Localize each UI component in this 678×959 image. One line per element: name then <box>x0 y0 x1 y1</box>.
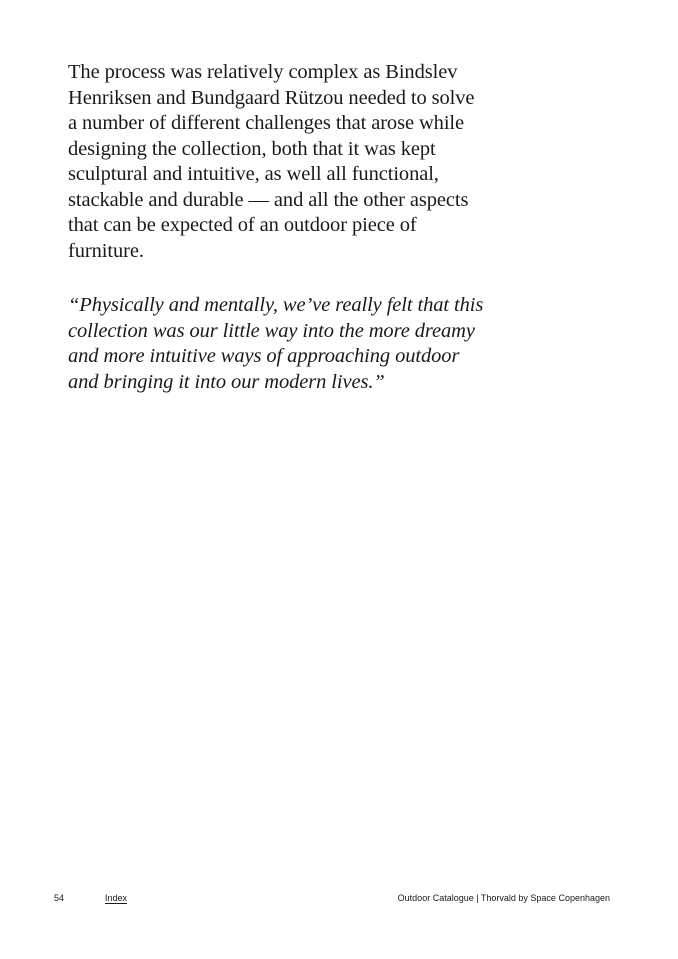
page-footer <box>54 892 610 906</box>
page-number: 54 <box>54 893 65 903</box>
running-title: Outdoor Catalogue | Thorvald by Space Copenhagen <box>397 893 610 903</box>
body-paragraph: The process was relatively complex as Bindslev Henriksen and Bundgaard Rützou needed to solve a number of different challenges that arose while designing the collection, both that it was kept sculptural and intuitive, as well all functional, stackable and durable — and all the other aspects that can be expected of an outdoor piece of furniture. <box>68 61 475 262</box>
pull-quote: “Physically and mentally, we’ve really felt that this collection was our little way into the more dreamy and more intuitive ways of approaching outdoor and bringing it into our modern lives.” <box>68 294 484 393</box>
index-link[interactable]: Index <box>105 893 128 903</box>
